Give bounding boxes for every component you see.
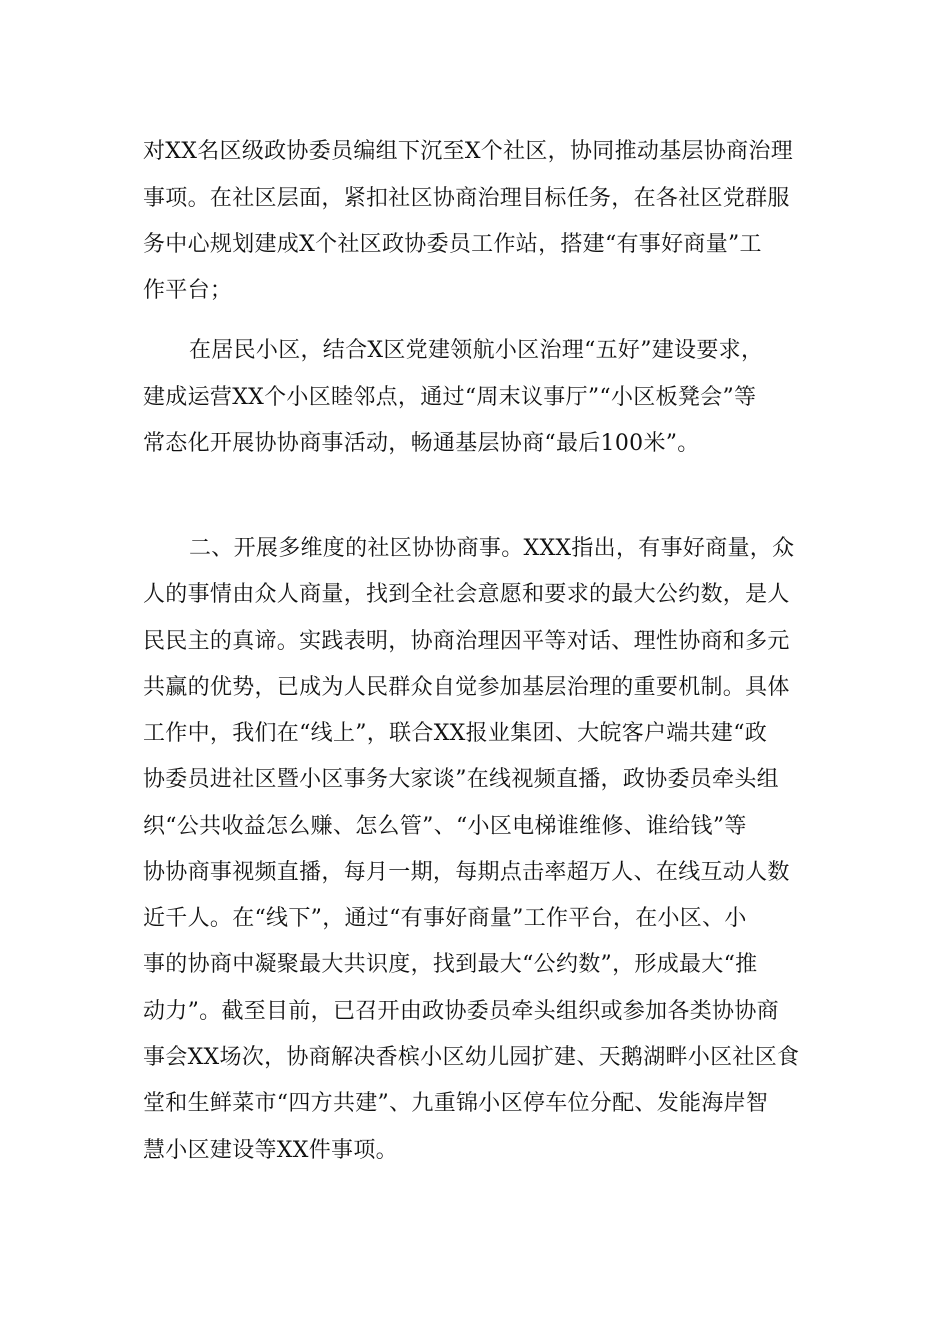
- text-line: 人的事情由众人商量，找到全社会意愿和要求的最大公约数，是人: [143, 582, 790, 607]
- text-line: 作平台；: [143, 278, 233, 303]
- text-line: 堂和生鲜菜市“四方共建”、九重锦小区停车位分配、发能海岸智: [143, 1091, 769, 1116]
- text-line: 事会XX场次，协商解决香槟小区幼儿园扩建、天鹅湖畔小区社区食: [143, 1045, 800, 1070]
- text-line: 近千人。在“线下”，通过“有事好商量”工作平台，在小区、小: [143, 906, 747, 931]
- text-line: 动力”。截至目前，已召开由政协委员牵头组织或参加各类协协商: [143, 999, 779, 1024]
- text-line: 协委员进社区暨小区事务大家谈”在线视频直播，政协委员牵头组: [143, 767, 779, 792]
- text-line: 共赢的优势，已成为人民群众自觉参加基层治理的重要机制。具体: [143, 675, 790, 700]
- section-heading-line: 二、开展多维度的社区协协商事。XXX指出，有事好商量，众: [189, 536, 795, 561]
- text-line: 对XX名区级政协委员编组下沉至X个社区，协同推动基层协商治理: [143, 139, 793, 164]
- text-line: 织“公共收益怎么赚、怎么管”、“小区电梯谁维修、谁给钱”等: [143, 814, 747, 839]
- text-line: 事项。在社区层面，紧扣社区协商治理目标任务，在各社区党群服: [143, 186, 790, 211]
- text-line: 协协商事视频直播，每月一期，每期点击率超万人、在线互动人数: [143, 860, 790, 885]
- text-line: 常态化开展协协商事活动，畅通基层协商“最后100米”。: [143, 431, 700, 456]
- paragraph-first-line: 在居民小区，结合X区党建领航小区治理“五好”建设要求，: [189, 338, 764, 363]
- text-line: 事的协商中凝聚最大共识度，找到最大“公约数”，形成最大“推: [143, 952, 758, 977]
- text-line: 工作中，我们在“线上”，联合XX报业集团、大皖客户端共建“政: [143, 721, 768, 746]
- text-line: 务中心规划建成X个社区政协委员工作站，搭建“有事好商量”工: [143, 232, 762, 257]
- text-line: 建成运营XX个小区睦邻点，通过“周末议事厅”“小区板凳会”等: [143, 385, 757, 410]
- text-line: 慧小区建设等XX件事项。: [143, 1138, 398, 1163]
- text-line: 民民主的真谛。实践表明，协商治理因平等对话、理性协商和多元: [143, 629, 790, 654]
